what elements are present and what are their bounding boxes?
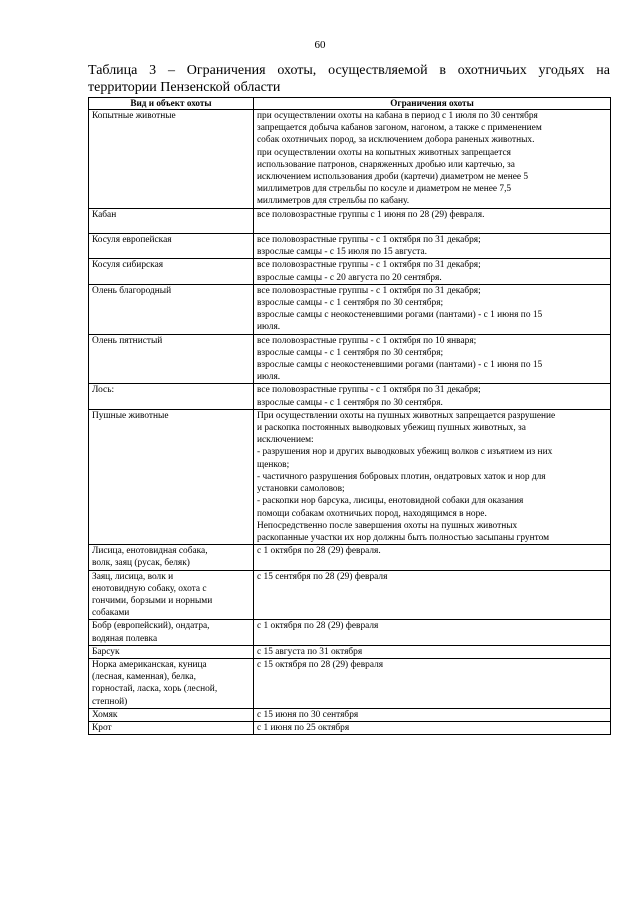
cell-line: взрослые самцы - с 15 июля по 15 августа. [257, 247, 427, 258]
cell-line: Лисица, енотовидная собака, [92, 546, 208, 557]
cell-hunting-object [89, 708, 254, 721]
table-row [89, 545, 611, 570]
cell-line: гончими, борзыми и норными [92, 595, 213, 606]
cell-hunting-object [89, 208, 254, 233]
cell-line: горностай, ласка, хорь (лесной, [92, 684, 218, 695]
cell-line: щенков; [257, 459, 290, 470]
cell-line: с 15 августа по 31 октября [257, 646, 363, 657]
cell-restriction [254, 259, 611, 284]
cell-line: степной) [92, 696, 128, 707]
cell-hunting-object [89, 284, 254, 334]
cell-restriction [254, 384, 611, 409]
cell-line: использование патронов, снаряженных дробью или картечью, за [257, 159, 515, 170]
cell-line: взрослые самцы - с 20 августа по 20 сентября. [257, 272, 442, 283]
cell-hunting-object [89, 259, 254, 284]
cell-restriction [254, 708, 611, 721]
cell-line: июля. [257, 372, 281, 383]
table-row [89, 384, 611, 409]
cell-line: волк, заяц (русак, беляк) [92, 558, 190, 569]
table-row [89, 409, 611, 544]
cell-line: Олень благородный [92, 285, 172, 296]
cell-line: с 15 июня по 30 сентября [257, 709, 359, 720]
table-title-line: Таблица 3 – Ограничения охоты, осуществляемой в охотничьих угодьях на [88, 63, 610, 78]
cell-line: с 15 октября по 28 (29) февраля [257, 659, 384, 670]
cell-hunting-object [89, 110, 254, 209]
cell-line: При осуществлении охоты на пушных животных запрещается разрушение [257, 410, 556, 421]
cell-restriction [254, 545, 611, 570]
table-title-line: территории Пензенской области [88, 80, 281, 95]
cell-line: взрослые самцы - с 1 сентября по 30 сентября; [257, 347, 444, 358]
cell-line: миллиметров для стрельбы по косуле и диаметром не менее 7,5 [257, 184, 512, 195]
cell-line: при осуществлении охоты на кабана в период с 1 июля по 30 сентября [257, 111, 538, 121]
cell-hunting-object [89, 334, 254, 384]
cell-line: взрослые самцы - с 1 сентября по 30 сентября; [257, 298, 444, 309]
column-header-object: Вид и объект охоты [89, 98, 254, 110]
cell-hunting-object [89, 384, 254, 409]
cell-line: при осуществлении охоты на копытных животных запрещается [257, 147, 511, 158]
cell-restriction [254, 620, 611, 645]
cell-line: енотовидную собаку, охота с [92, 583, 207, 594]
cell-line: с 1 октября по 28 (29) февраля [257, 621, 379, 632]
cell-restriction [254, 284, 611, 334]
cell-line: Копытные животные [92, 111, 176, 121]
cell-line: Косуля сибирская [92, 260, 164, 271]
cell-restriction [254, 334, 611, 384]
cell-line: Олень пятнистый [92, 335, 163, 346]
cell-restriction [254, 409, 611, 544]
cell-line: исключением использования дроби (картечи) диаметром не менее 5 [257, 172, 529, 183]
cell-line: все половозрастные группы с 1 июня по 28 (29) февраля. [257, 209, 485, 220]
cell-line: исключением: [257, 435, 314, 446]
page-number: 60 [314, 39, 326, 51]
cell-line: Заяц, лисица, волк и [92, 571, 174, 582]
cell-line: все половозрастные группы - с 1 октября по 10 января; [257, 335, 477, 346]
table-row [89, 259, 611, 284]
cell-line: Лось: [92, 385, 115, 396]
cell-hunting-object [89, 234, 254, 259]
table-row [89, 645, 611, 658]
cell-line: и раскопка постоянных выводковых убежищ пушных животных, за [257, 423, 526, 434]
cell-line: Кабан [92, 209, 117, 220]
cell-line: Непосредственно после завершения охоты на пушных животных [257, 520, 518, 531]
cell-restriction [254, 110, 611, 209]
cell-line: Хомяк [92, 709, 118, 720]
table-row [89, 110, 611, 209]
cell-restriction [254, 570, 611, 620]
table-row [89, 284, 611, 334]
cell-line: все половозрастные группы - с 1 октября по 31 декабря; [257, 260, 481, 271]
cell-line: водяная полевка [92, 633, 158, 644]
cell-line: собак охотничьих пород, за исключением добора раненых животных. [257, 135, 535, 146]
cell-restriction [254, 645, 611, 658]
cell-line: с 1 июня по 25 октября [257, 722, 350, 733]
cell-hunting-object [89, 570, 254, 620]
table-row [89, 570, 611, 620]
cell-line: с 1 октября по 28 (29) февраля. [257, 546, 381, 557]
table-row [89, 334, 611, 384]
cell-line: - частичного разрушения бобровых плотин, ондатровых хаток и нор для [257, 471, 546, 482]
cell-line: Норка американская, куница [92, 659, 207, 670]
cell-restriction [254, 658, 611, 708]
cell-line: все половозрастные группы - с 1 октября по 31 декабря; [257, 385, 481, 396]
table-row [89, 708, 611, 721]
table-row [89, 234, 611, 259]
cell-line: июля. [257, 322, 281, 333]
cell-line: взрослые самцы - с 1 сентября по 30 сентября. [257, 397, 443, 408]
table-body [89, 110, 611, 735]
cell-line: - разрушения нор и других выводковых убежищ волков с изъятием из них [257, 447, 553, 458]
cell-line: с 15 сентября по 28 (29) февраля [257, 571, 388, 582]
cell-line: (лесная, каменная), белка, [92, 672, 196, 683]
cell-restriction [254, 234, 611, 259]
cell-line: Бобр (европейский), ондатра, [92, 621, 210, 632]
cell-restriction [254, 208, 611, 233]
cell-line: собаками [92, 608, 130, 619]
cell-line: взрослые самцы с неокостеневшими рогами (пантами) - с 1 июня по 15 [257, 310, 543, 321]
table-title [88, 62, 610, 96]
cell-line: запрещается добыча кабанов загоном, нагоном, а также с применением [257, 123, 542, 134]
cell-hunting-object [89, 620, 254, 645]
cell-line: Пушные животные [92, 410, 169, 421]
table-row [89, 721, 611, 734]
cell-line: помощи собакам охотничьих пород, находящимся в норе. [257, 508, 487, 519]
cell-line: Косуля европейская [92, 235, 172, 246]
cell-hunting-object [89, 545, 254, 570]
hunting-restrictions-table [88, 97, 611, 735]
table-row [89, 658, 611, 708]
cell-restriction [254, 721, 611, 734]
cell-line: все половозрастные группы - с 1 октября по 31 декабря; [257, 235, 481, 246]
table-header-row [89, 98, 611, 110]
column-header-restrictions: Ограничения охоты [254, 98, 611, 110]
cell-line: миллиметров для стрельбы по кабану. [257, 196, 410, 207]
cell-line: раскопанные участки их нор должны быть полностью засыпаны грунтом [257, 532, 550, 543]
table-row [89, 208, 611, 233]
cell-line: взрослые самцы с неокостеневшими рогами (пантами) - с 1 июня по 15 [257, 360, 543, 371]
cell-line: Барсук [92, 646, 120, 657]
cell-hunting-object [89, 721, 254, 734]
cell-hunting-object [89, 409, 254, 544]
cell-hunting-object [89, 645, 254, 658]
cell-line [257, 221, 607, 233]
cell-line: установки самоловов; [257, 484, 345, 495]
cell-hunting-object [89, 658, 254, 708]
table-row [89, 620, 611, 645]
cell-line: Крот [92, 722, 112, 733]
cell-line: все половозрастные группы - с 1 октября по 31 декабря; [257, 285, 481, 296]
cell-line: - раскопки нор барсука, лисицы, енотовидной собаки для оказания [257, 496, 524, 507]
